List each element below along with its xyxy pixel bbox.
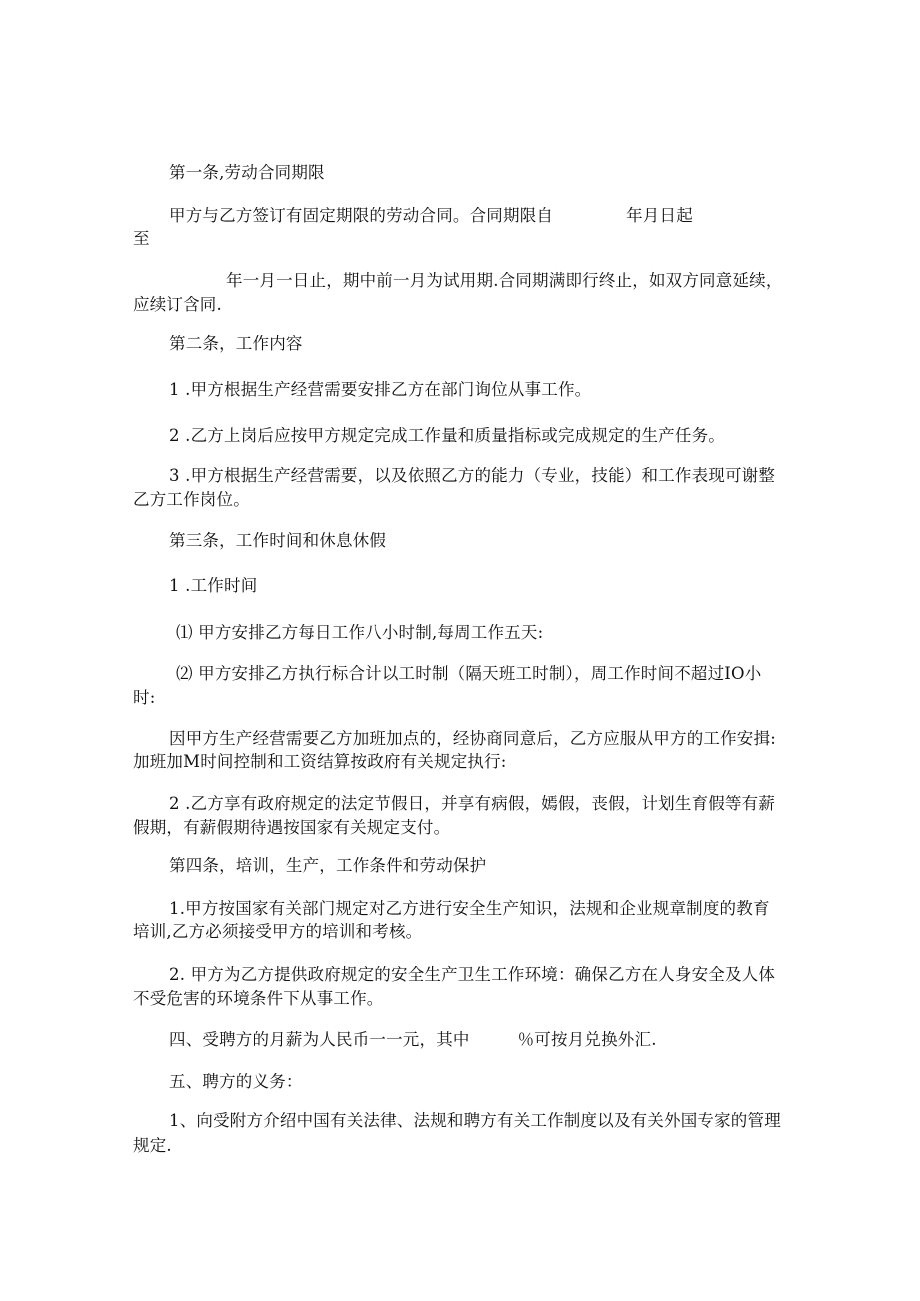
article-3-item-2-line-2: 假期，有薪假期待遇按国家有关规定支付。 [133,818,451,837]
section-5-item-1-line-1: 1、向受附方介绍中国有关法律、法规和聘方有关工作制度以及有关外国专家的管理 [169,1111,781,1130]
article-3-item-1: 1 .工作时间 [169,576,258,595]
section-5-heading: 五、聘方的义务： [169,1072,303,1091]
article-1-text-a: 甲方与乙方签订有固定期限的劳动合同。合同期限自 [169,206,554,225]
article-4-item-1-line-1: 1.甲方按国家有关部门规定对乙方进行安全生产知识，法规和企业规章制度的教育 [169,899,770,918]
article-4-heading: 第四条，培训，生产，工作条件和劳动保护 [169,856,487,875]
article-3-sub-item-1: ⑴ 甲方安排乙方每日工作八小时制,每周工作五天: [176,623,544,642]
article-3-item-2-line-1: 2 .乙方享有政府规定的法定节假日，并享有病假，嫣假，丧假，计划生育假等有薪 [169,794,776,813]
article-1-paragraph-2-line-1: 年一月一日止，期中前一月为试用期.合同期满即行终止，如双方同意延续， [226,271,783,290]
article-2-item-2: 2 .乙方上岗后应按甲方规定完成工作量和质量指标或完成规定的生产任务。 [169,426,725,445]
article-1-paragraph-2-line-2: 应续订含同. [133,295,222,314]
section-4-text-a: 四、受聘方的月薪为人民币一一元，其中 [169,1030,470,1049]
article-2-item-1: 1 .甲方根据生产经营需要安排乙方在部门询位从事工作。 [169,380,592,399]
article-4-item-2-line-1: 2. 甲方为乙方提供政府规定的安全生产卫生工作环境：确保乙方在人身安全及人体 [169,965,776,984]
article-2-item-3-line-1: 3 .甲方根据生产经营需要，以及依照乙方的能力（专业，技能）和工作表现可谢整 [169,466,776,485]
section-4-text-b: ％可按月兑换外汇. [517,1030,657,1049]
article-1-paragraph-line-1 [169,206,693,226]
article-3-overtime-line-2: 加班加M时间控制和工资结算按政府有关规定执行: [133,752,507,771]
article-1-paragraph-line-2: 至 [133,229,150,248]
article-2-item-3-line-2: 乙方工作岗位。 [133,490,250,509]
article-1-heading: 第一条,劳动合同期限 [169,163,325,182]
section-4-salary [169,1030,657,1050]
article-3-sub-item-2-line-1: ⑵ 甲方安排乙方执行标合计以工时制（隔天班工时制），周工作时间不超过IO小 [176,664,762,683]
article-3-overtime-line-1: 因甲方生产经营需要乙方加班加点的，经协商同意后，乙方应服从甲方的工作安揖: [169,729,776,748]
article-1-text-b: 年月日起 [626,206,693,225]
article-4-item-1-line-2: 培训,乙方必须接受甲方的培训和考核。 [133,922,423,941]
article-2-heading: 第二条，工作内容 [169,334,303,353]
article-3-sub-item-2-line-2: 时: [133,688,156,707]
article-4-item-2-line-2: 不受危害的环境条件下从事工作。 [133,989,384,1008]
section-5-item-1-line-2: 规定. [133,1136,172,1155]
article-3-heading: 第三条，工作时间和休息休假 [169,531,387,550]
